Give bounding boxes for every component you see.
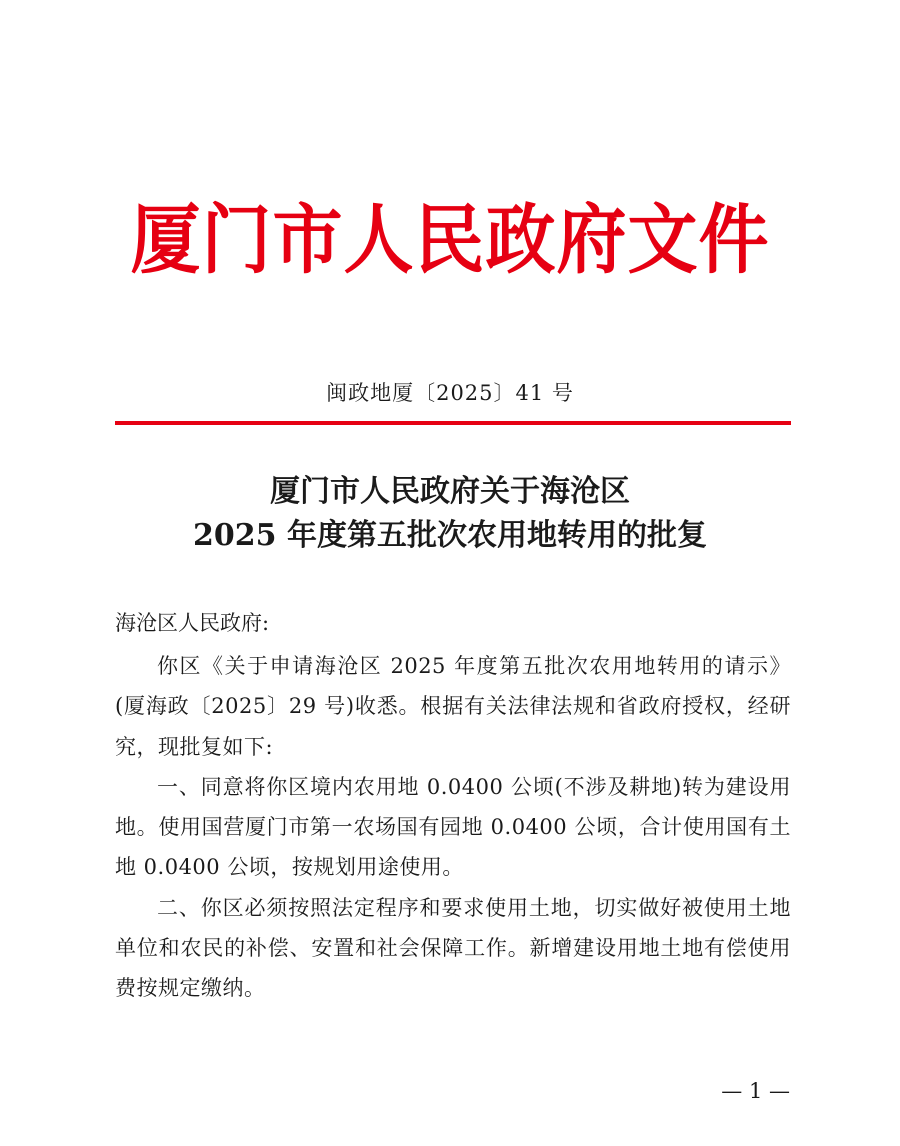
- masthead-title: 厦门市人民政府文件: [130, 194, 770, 285]
- body-paragraph-2: 一、同意将你区境内农用地 0.0400 公顷(不涉及耕地)转为建设用地。使用国营厦门市第一农场国有园地 0.0400 公顷，合计使用国有土地 0.0400 公顷，按规划用途使用。: [115, 774, 791, 880]
- document-title: [0, 470, 900, 558]
- document-title-line-1: 厦门市人民政府关于海沧区: [270, 474, 630, 509]
- body-paragraph-1: 你区《关于申请海沧区 2025 年度第五批次农用地转用的请示》(厦海政〔2025〕29 号)收悉。根据有关法律法规和省政府授权，经研究，现批复如下:: [115, 654, 791, 759]
- document-number: 闽政地厦〔2025〕41 号: [326, 381, 574, 405]
- page-number: — 1 —: [721, 1079, 790, 1103]
- recipient: 海沧区人民政府:: [115, 611, 270, 635]
- document-title-line-2: 2025 年度第五批次农用地转用的批复: [193, 518, 707, 553]
- red-divider-line: [115, 421, 791, 425]
- document-body: [115, 646, 791, 1009]
- body-paragraph-3: 二、你区必须按照法定程序和要求使用土地，切实做好被使用土地单位和农民的补偿、安置和社会保障工作。新增建设用地土地有偿使用费按规定缴纳。: [115, 895, 791, 1001]
